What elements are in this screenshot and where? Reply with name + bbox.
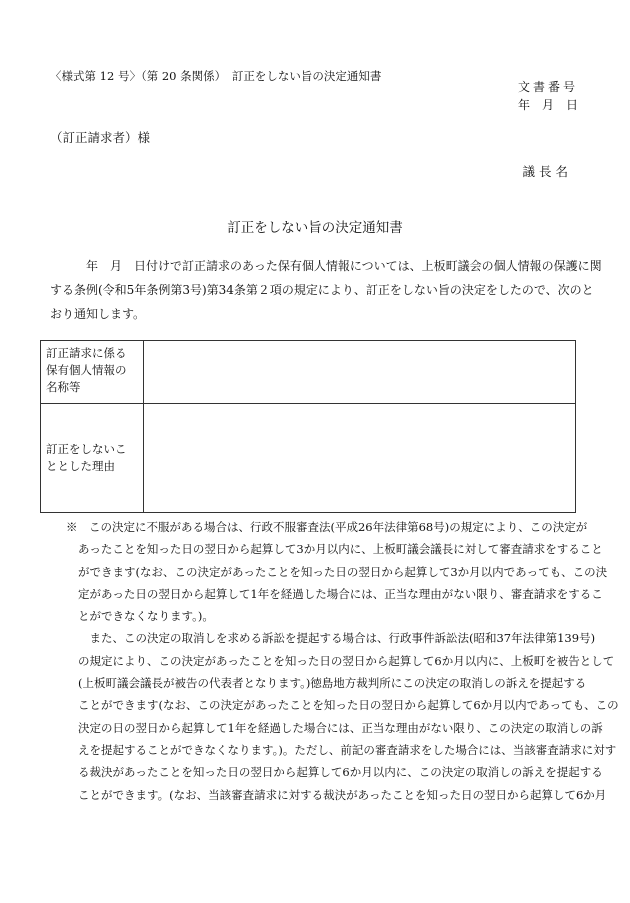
label-line: 訂正請求に係る (46, 346, 127, 360)
label-line: ととした理由 (46, 459, 115, 473)
table-label-cell (41, 341, 144, 404)
label-line: 名称等 (46, 380, 81, 394)
note-line: 定があった日の翌日から起算して1年を経過した場合には、正当な理由がない限り、審査請求をするこ (78, 586, 603, 601)
table-row (41, 341, 576, 404)
body-paragraph (50, 254, 602, 326)
table-row (41, 404, 576, 513)
note-line: あったことを知った日の翌日から起算して3か月以内に、上板町議会議長に対して審査請求をすること (78, 542, 603, 557)
table-label-cell (41, 404, 144, 513)
note-line: ことができます。(なお、当該審査請求に対する裁決があったことを知った日の翌日から起算して6か月 (78, 787, 607, 802)
document-number-label: 文書番号 (517, 80, 578, 94)
note-line: (上板町議会議長が被告の代表者となります。)徳島地方裁判所にこの決定の取消しの訴えを提起する (78, 676, 587, 691)
date-label: 年 月 日 (517, 98, 578, 112)
note-line: とができなくなります。)。 (78, 609, 214, 624)
note-line: ことができます(なお、この決定があったことを知った日の翌日から起算して6か月以内であっても、この (78, 698, 619, 713)
note-line: 決定の日の翌日から起算して1年を経過した場合には、正当な理由がない限り、この決定の取消しの訴 (78, 720, 603, 735)
sender-label: 議長名 (522, 164, 572, 179)
label-line: 訂正をしないこ (46, 442, 127, 456)
page-title: 訂正をしない旨の決定通知書 (227, 220, 403, 236)
form-label: 〈様式第 12 号〉（第 20 条関係） 訂正をしない旨の決定通知書 (50, 69, 382, 83)
notes-section (66, 516, 619, 806)
body-line: 年 月 日付けで訂正請求のあった保有個人情報については、上板町議会の個人情報の保護に関 (50, 259, 602, 273)
note-line: また、この決定の取消しを求める訴訟を提起する場合は、行政事件訴訟法(昭和37年法律第139号) (78, 631, 596, 646)
table-value-cell (144, 341, 576, 404)
recipient-label: （訂正請求者）様 (50, 130, 151, 145)
note-line: ができます(なお、この決定があったことを知った日の翌日から起算して3か月以内であっても、この決 (78, 564, 608, 579)
body-line: おり通知します。 (50, 307, 146, 321)
note-line: る裁決があったことを知った日の翌日から起算して6か月以内に、この決定の取消しの訴えを提起する (78, 765, 603, 780)
note-line: えを提起することができなくなります。)。ただし、前記の審査請求をした場合には、当該審査請求に対す (78, 742, 617, 757)
label-line: 保有個人情報の (46, 363, 127, 377)
note-line: の規定により、この決定があったことを知った日の翌日から起算して6か月以内に、上板町を被告として (78, 653, 615, 668)
body-line: する条例(令和5年条例第3号)第34条第２項の規定により、訂正をしない旨の決定をしたので、次のと (50, 283, 594, 297)
table-value-cell (144, 404, 576, 513)
details-table (40, 340, 576, 513)
note-line: ※ この決定に不服がある場合は、行政不服審査法(平成26年法律第68号)の規定により、この決定が (66, 520, 588, 534)
